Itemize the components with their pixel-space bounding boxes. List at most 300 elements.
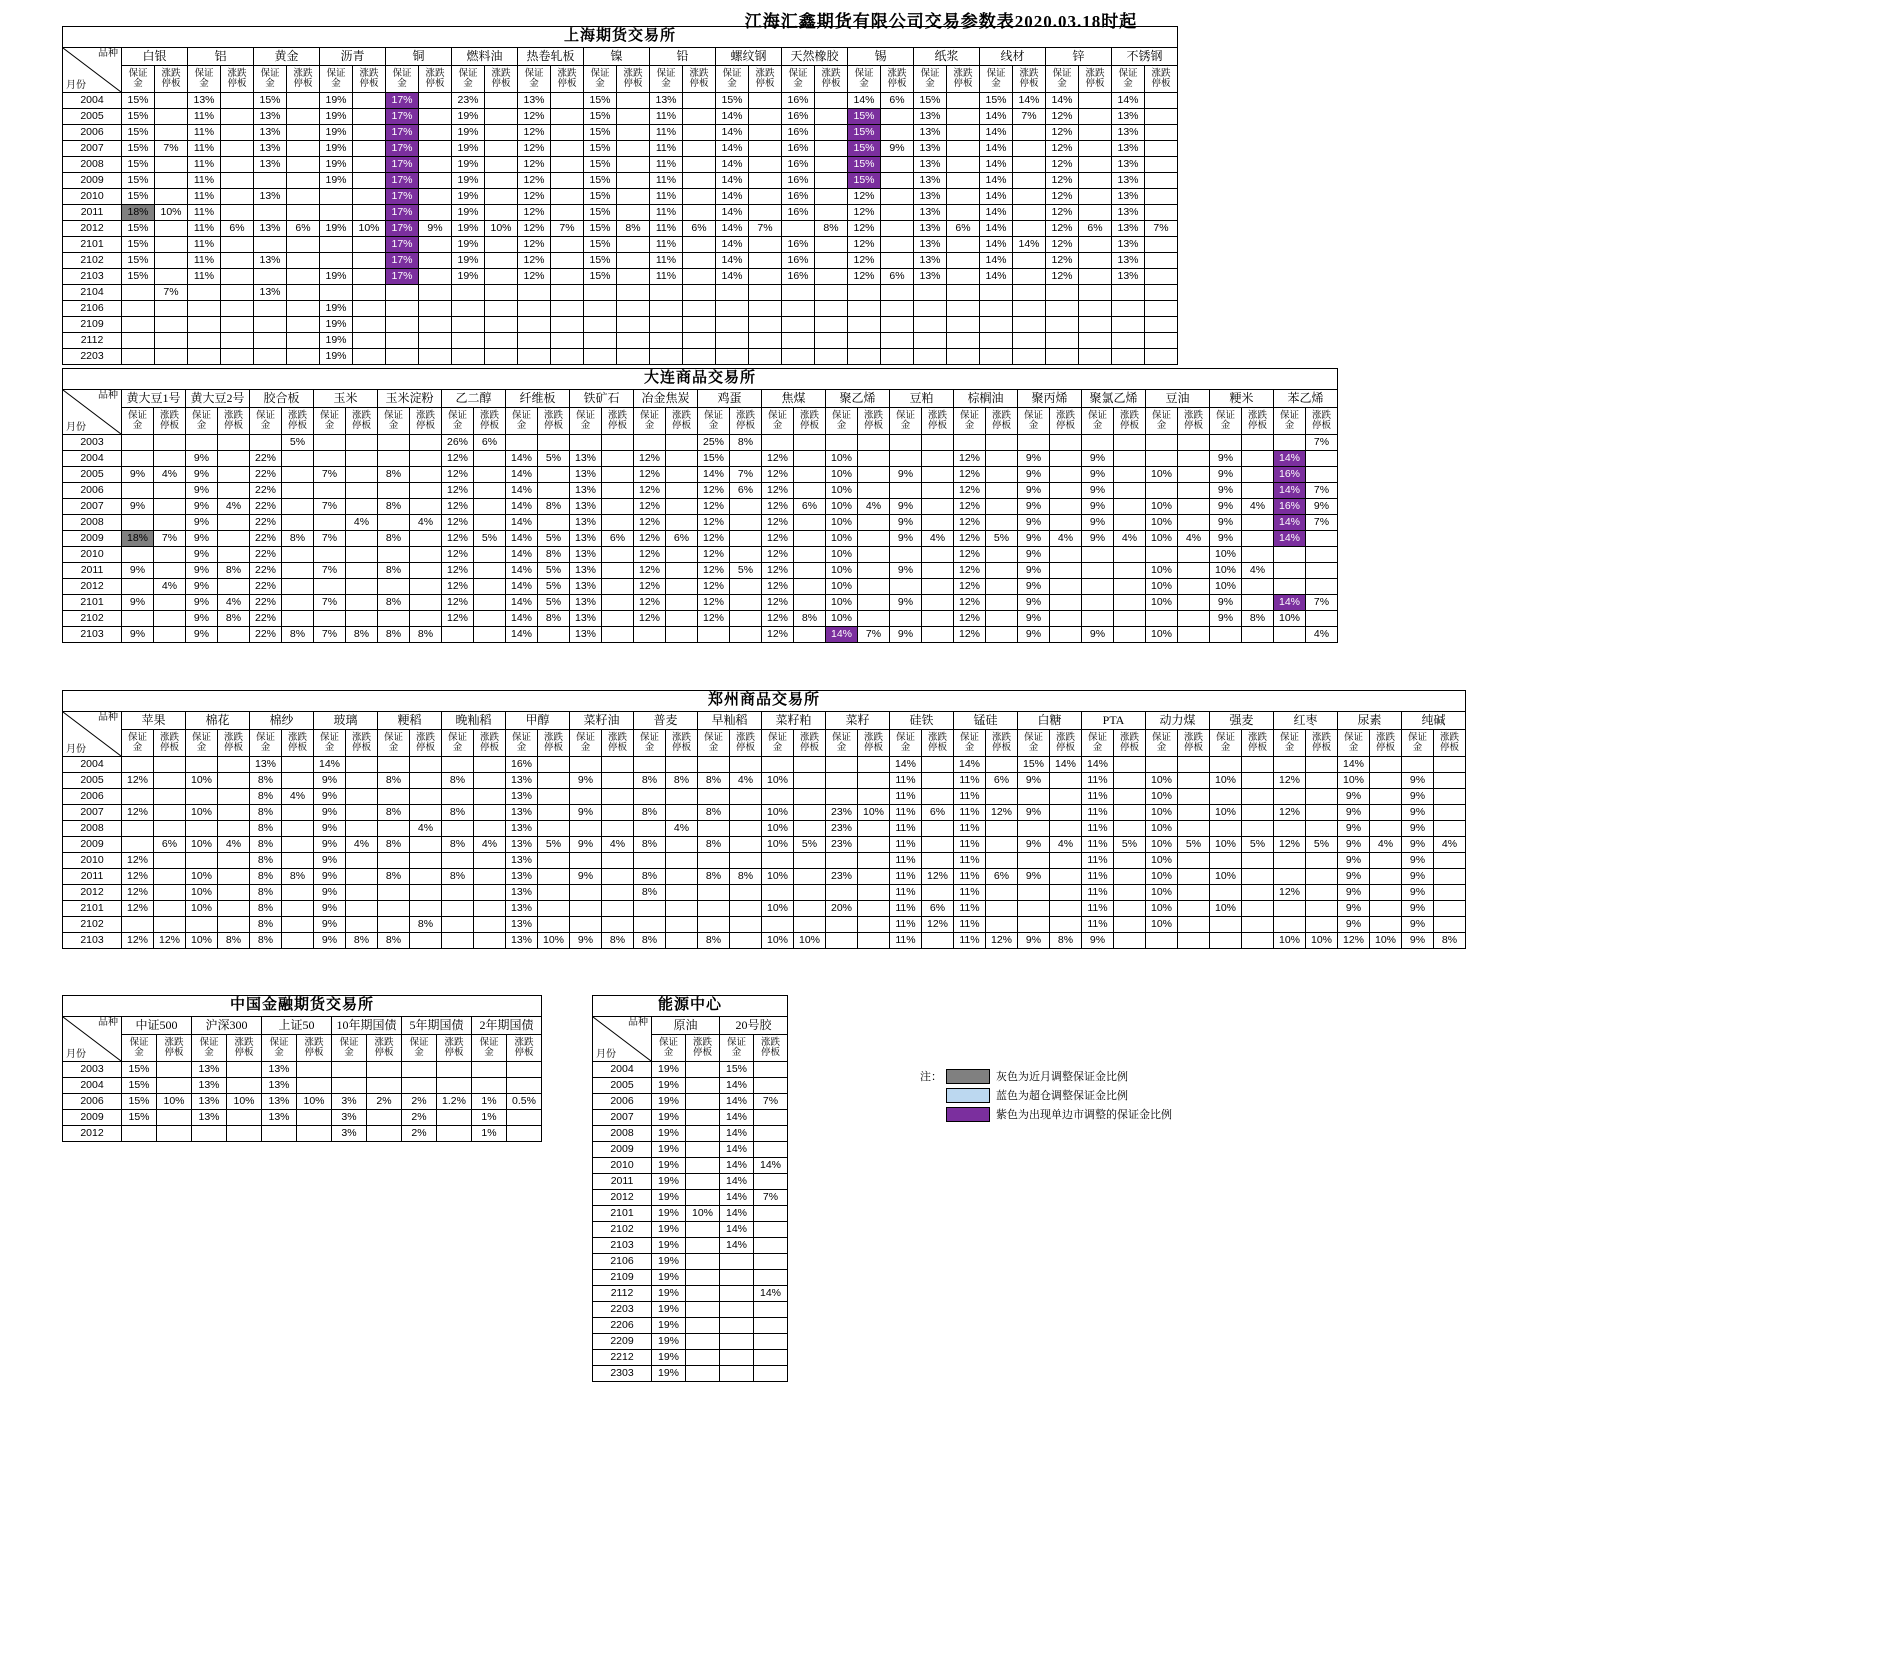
- value-cell: [1079, 253, 1112, 269]
- value-cell: [353, 317, 386, 333]
- value-cell: 11%: [188, 269, 221, 285]
- product-header: 苯乙烯: [1274, 390, 1338, 408]
- value-cell: 9%: [186, 483, 218, 499]
- value-cell: [720, 1270, 754, 1286]
- value-cell: [122, 837, 154, 853]
- value-cell: [1050, 627, 1082, 643]
- value-cell: 15%: [122, 269, 155, 285]
- value-cell: [730, 611, 762, 627]
- value-cell: [1434, 869, 1466, 885]
- value-cell: 19%: [452, 157, 485, 173]
- month-cell: 2103: [593, 1238, 652, 1254]
- margin-header: 保证 金: [762, 730, 794, 757]
- table-row: [63, 1126, 542, 1142]
- value-cell: [1114, 933, 1146, 949]
- value-cell: 8%: [410, 627, 442, 643]
- value-cell: [686, 1158, 720, 1174]
- month-cell: 2206: [593, 1318, 652, 1334]
- limit-header: 涨跌 停板: [794, 408, 826, 435]
- month-cell: 2103: [63, 627, 122, 643]
- value-cell: 14%: [980, 237, 1013, 253]
- value-cell: 19%: [320, 317, 353, 333]
- value-cell: [551, 189, 584, 205]
- product-header: 热卷轧板: [518, 48, 584, 66]
- value-cell: 10%: [1146, 627, 1178, 643]
- value-cell: [1079, 349, 1112, 365]
- margin-header: 保证 金: [192, 1035, 227, 1062]
- value-cell: 14%: [506, 595, 538, 611]
- value-cell: [686, 1334, 720, 1350]
- value-cell: 12%: [698, 483, 730, 499]
- value-cell: 11%: [650, 221, 683, 237]
- value-cell: 19%: [452, 109, 485, 125]
- value-cell: [221, 157, 254, 173]
- value-cell: [986, 627, 1018, 643]
- value-cell: 12%: [954, 483, 986, 499]
- value-cell: [602, 627, 634, 643]
- value-cell: [227, 1062, 262, 1078]
- value-cell: [442, 917, 474, 933]
- value-cell: [346, 757, 378, 773]
- margin-header: 保证 金: [634, 730, 666, 757]
- value-cell: [442, 933, 474, 949]
- value-cell: [122, 451, 154, 467]
- value-cell: [754, 1142, 788, 1158]
- value-cell: [922, 563, 954, 579]
- legend-text: 灰色为近月调整保证金比例: [996, 1071, 1128, 1083]
- value-cell: 12%: [518, 253, 551, 269]
- value-cell: [666, 869, 698, 885]
- value-cell: 14%: [980, 253, 1013, 269]
- value-cell: [221, 93, 254, 109]
- value-cell: [122, 349, 155, 365]
- value-cell: 9%: [1210, 595, 1242, 611]
- product-header: 尿素: [1338, 712, 1402, 730]
- value-cell: [378, 885, 410, 901]
- value-cell: [442, 757, 474, 773]
- value-cell: [1050, 595, 1082, 611]
- value-cell: [666, 901, 698, 917]
- value-cell: [157, 1078, 192, 1094]
- value-cell: [155, 317, 188, 333]
- value-cell: [947, 157, 980, 173]
- value-cell: [452, 285, 485, 301]
- value-cell: 10%: [1210, 547, 1242, 563]
- value-cell: [154, 563, 186, 579]
- table-row: [63, 205, 1178, 221]
- value-cell: 11%: [954, 837, 986, 853]
- value-cell: 14%: [1274, 515, 1306, 531]
- value-cell: [1050, 821, 1082, 837]
- value-cell: 15%: [122, 173, 155, 189]
- value-cell: 8%: [442, 805, 474, 821]
- value-cell: [154, 885, 186, 901]
- table-row: [63, 317, 1178, 333]
- value-cell: 19%: [320, 173, 353, 189]
- table-row: [63, 773, 1466, 789]
- value-cell: [551, 157, 584, 173]
- value-cell: 23%: [826, 805, 858, 821]
- value-cell: 12%: [634, 611, 666, 627]
- value-cell: [754, 1174, 788, 1190]
- value-cell: 9%: [1338, 805, 1370, 821]
- legend-text: 蓝色为超仓调整保证金比例: [996, 1090, 1128, 1102]
- value-cell: 10%: [794, 933, 826, 949]
- value-cell: [602, 821, 634, 837]
- value-cell: [218, 435, 250, 451]
- month-cell: 2004: [63, 1078, 122, 1094]
- value-cell: 12%: [122, 869, 154, 885]
- value-cell: 14%: [720, 1174, 754, 1190]
- value-cell: [947, 269, 980, 285]
- value-cell: [353, 301, 386, 317]
- value-cell: [617, 333, 650, 349]
- limit-header: 涨跌 停板: [922, 730, 954, 757]
- value-cell: [367, 1062, 402, 1078]
- value-cell: [922, 467, 954, 483]
- margin-header: 保证 金: [472, 1035, 507, 1062]
- value-cell: [1050, 467, 1082, 483]
- value-cell: [683, 333, 716, 349]
- margin-header: 保证 金: [698, 730, 730, 757]
- value-cell: 9%: [881, 141, 914, 157]
- value-cell: 16%: [782, 205, 815, 221]
- value-cell: 12%: [954, 499, 986, 515]
- value-cell: [754, 1302, 788, 1318]
- value-cell: [1178, 885, 1210, 901]
- value-cell: [218, 773, 250, 789]
- value-cell: [683, 189, 716, 205]
- value-cell: 12%: [634, 531, 666, 547]
- value-cell: 9%: [314, 821, 346, 837]
- table-row: [63, 109, 1178, 125]
- value-cell: [1242, 483, 1274, 499]
- value-cell: 7%: [314, 595, 346, 611]
- limit-header: 涨跌 停板: [686, 1035, 720, 1062]
- value-cell: [538, 917, 570, 933]
- value-cell: [1082, 435, 1114, 451]
- value-cell: [730, 515, 762, 531]
- product-header: 聚氯乙烯: [1082, 390, 1146, 408]
- limit-header: 涨跌 停板: [287, 66, 320, 93]
- value-cell: 13%: [506, 885, 538, 901]
- value-cell: 7%: [314, 531, 346, 547]
- value-cell: 12%: [954, 515, 986, 531]
- value-cell: [749, 349, 782, 365]
- limit-header: 涨跌 停板: [1370, 730, 1402, 757]
- value-cell: 12%: [1046, 253, 1079, 269]
- value-cell: [551, 125, 584, 141]
- value-cell: 12%: [1274, 773, 1306, 789]
- value-cell: 13%: [1112, 221, 1145, 237]
- value-cell: 11%: [650, 205, 683, 221]
- value-cell: [1434, 773, 1466, 789]
- value-cell: 14%: [716, 157, 749, 173]
- value-cell: 17%: [386, 173, 419, 189]
- value-cell: [538, 789, 570, 805]
- value-cell: [1145, 285, 1178, 301]
- table-row: [593, 1190, 788, 1206]
- value-cell: [602, 563, 634, 579]
- value-cell: 11%: [954, 933, 986, 949]
- value-cell: [287, 317, 320, 333]
- table-row: [63, 451, 1338, 467]
- value-cell: 13%: [914, 173, 947, 189]
- month-cell: 2003: [63, 1062, 122, 1078]
- value-cell: 12%: [762, 547, 794, 563]
- value-cell: [1145, 141, 1178, 157]
- value-cell: [730, 627, 762, 643]
- value-cell: [794, 515, 826, 531]
- value-cell: [485, 285, 518, 301]
- table-row: [63, 933, 1466, 949]
- value-cell: [1210, 917, 1242, 933]
- value-cell: 12%: [1046, 221, 1079, 237]
- value-cell: 8%: [250, 773, 282, 789]
- product-header: 粳米: [1210, 390, 1274, 408]
- month-cell: 2009: [63, 837, 122, 853]
- value-cell: 8%: [250, 869, 282, 885]
- value-cell: [188, 317, 221, 333]
- value-cell: 14%: [716, 189, 749, 205]
- month-cell: 2106: [593, 1254, 652, 1270]
- value-cell: 8%: [250, 901, 282, 917]
- product-header: 铁矿石: [570, 390, 634, 408]
- value-cell: [154, 499, 186, 515]
- value-cell: 19%: [652, 1334, 686, 1350]
- value-cell: [1274, 563, 1306, 579]
- value-cell: [221, 189, 254, 205]
- value-cell: [154, 483, 186, 499]
- value-cell: 11%: [890, 821, 922, 837]
- value-cell: [666, 757, 698, 773]
- value-cell: 7%: [1306, 595, 1338, 611]
- value-cell: 12%: [762, 611, 794, 627]
- value-cell: 10%: [762, 869, 794, 885]
- value-cell: [686, 1302, 720, 1318]
- value-cell: [815, 253, 848, 269]
- value-cell: 9%: [122, 595, 154, 611]
- value-cell: [410, 595, 442, 611]
- value-cell: 13%: [570, 611, 602, 627]
- value-cell: [155, 301, 188, 317]
- value-cell: 6%: [683, 221, 716, 237]
- value-cell: [794, 595, 826, 611]
- value-cell: [442, 885, 474, 901]
- value-cell: [1434, 805, 1466, 821]
- limit-header: 涨跌 停板: [1050, 730, 1082, 757]
- value-cell: [1079, 157, 1112, 173]
- value-cell: [1242, 901, 1274, 917]
- value-cell: [122, 789, 154, 805]
- value-cell: [730, 885, 762, 901]
- value-cell: [1082, 611, 1114, 627]
- value-cell: [1178, 627, 1210, 643]
- value-cell: 11%: [890, 853, 922, 869]
- value-cell: [386, 301, 419, 317]
- value-cell: [1050, 451, 1082, 467]
- value-cell: [666, 805, 698, 821]
- value-cell: 9%: [1082, 933, 1114, 949]
- value-cell: 8%: [698, 805, 730, 821]
- table-row: [63, 579, 1338, 595]
- value-cell: 12%: [848, 253, 881, 269]
- value-cell: [367, 1126, 402, 1142]
- value-cell: [720, 1254, 754, 1270]
- value-cell: [730, 789, 762, 805]
- value-cell: 12%: [954, 563, 986, 579]
- value-cell: [1178, 757, 1210, 773]
- value-cell: [815, 349, 848, 365]
- value-cell: 14%: [506, 483, 538, 499]
- value-cell: [1178, 547, 1210, 563]
- value-cell: [221, 333, 254, 349]
- value-cell: [947, 109, 980, 125]
- value-cell: [157, 1110, 192, 1126]
- value-cell: [186, 821, 218, 837]
- value-cell: [472, 1062, 507, 1078]
- value-cell: [686, 1286, 720, 1302]
- value-cell: [698, 917, 730, 933]
- product-header: 不锈钢: [1112, 48, 1178, 66]
- value-cell: 9%: [1210, 515, 1242, 531]
- value-cell: 4%: [1050, 531, 1082, 547]
- value-cell: [551, 109, 584, 125]
- value-cell: [320, 237, 353, 253]
- margin-header: 保证 金: [122, 1035, 157, 1062]
- value-cell: [353, 141, 386, 157]
- table-row: [593, 1254, 788, 1270]
- value-cell: 13%: [1112, 109, 1145, 125]
- value-cell: 7%: [1306, 435, 1338, 451]
- value-cell: 8%: [1050, 933, 1082, 949]
- value-cell: [188, 349, 221, 365]
- value-cell: [518, 333, 551, 349]
- value-cell: [1112, 301, 1145, 317]
- value-cell: [485, 349, 518, 365]
- value-cell: [378, 515, 410, 531]
- value-cell: [1434, 885, 1466, 901]
- value-cell: [730, 451, 762, 467]
- value-cell: 9%: [1018, 595, 1050, 611]
- value-cell: [1306, 531, 1338, 547]
- value-cell: 14%: [826, 627, 858, 643]
- value-cell: [815, 237, 848, 253]
- value-cell: [1306, 917, 1338, 933]
- value-cell: [1306, 563, 1338, 579]
- value-cell: [602, 805, 634, 821]
- value-cell: 8%: [378, 595, 410, 611]
- value-cell: [297, 1126, 332, 1142]
- value-cell: [122, 611, 154, 627]
- margin-header: 保证 金: [848, 66, 881, 93]
- value-cell: 19%: [452, 205, 485, 221]
- value-cell: [947, 253, 980, 269]
- value-cell: 9%: [1018, 933, 1050, 949]
- params-table: [62, 995, 542, 1142]
- value-cell: [538, 901, 570, 917]
- value-cell: 8%: [346, 933, 378, 949]
- limit-header: 涨跌 停板: [947, 66, 980, 93]
- value-cell: [1079, 237, 1112, 253]
- value-cell: 8%: [634, 869, 666, 885]
- value-cell: [1306, 757, 1338, 773]
- value-cell: [570, 789, 602, 805]
- value-cell: 2%: [402, 1126, 437, 1142]
- value-cell: 10%: [1146, 805, 1178, 821]
- value-cell: 10%: [186, 869, 218, 885]
- value-cell: [346, 579, 378, 595]
- value-cell: [749, 173, 782, 189]
- value-cell: [282, 933, 314, 949]
- value-cell: [1079, 125, 1112, 141]
- value-cell: 11%: [954, 885, 986, 901]
- month-cell: 2203: [593, 1302, 652, 1318]
- value-cell: [218, 579, 250, 595]
- value-cell: 10%: [155, 205, 188, 221]
- value-cell: 8%: [698, 933, 730, 949]
- value-cell: 9%: [1018, 837, 1050, 853]
- value-cell: 15%: [1018, 757, 1050, 773]
- value-cell: 13%: [506, 821, 538, 837]
- limit-header: 涨跌 停板: [1050, 408, 1082, 435]
- value-cell: 10%: [762, 933, 794, 949]
- value-cell: [782, 221, 815, 237]
- value-cell: 13%: [1112, 125, 1145, 141]
- value-cell: 13%: [262, 1094, 297, 1110]
- value-cell: 11%: [890, 885, 922, 901]
- value-cell: [353, 253, 386, 269]
- value-cell: 11%: [1082, 837, 1114, 853]
- value-cell: [378, 789, 410, 805]
- value-cell: 4%: [858, 499, 890, 515]
- value-cell: 14%: [720, 1206, 754, 1222]
- value-cell: [287, 93, 320, 109]
- value-cell: [720, 1302, 754, 1318]
- value-cell: [122, 757, 154, 773]
- month-cell: 2212: [593, 1350, 652, 1366]
- value-cell: 19%: [452, 189, 485, 205]
- month-cell: 2102: [63, 611, 122, 627]
- value-cell: [698, 757, 730, 773]
- value-cell: 10%: [538, 933, 570, 949]
- value-cell: [602, 515, 634, 531]
- value-cell: 11%: [650, 125, 683, 141]
- value-cell: 11%: [1082, 869, 1114, 885]
- value-cell: [1050, 579, 1082, 595]
- value-cell: [794, 901, 826, 917]
- product-header: 白糖: [1018, 712, 1082, 730]
- value-cell: 8%: [815, 221, 848, 237]
- value-cell: 11%: [890, 789, 922, 805]
- value-cell: [683, 269, 716, 285]
- month-cell: 2011: [63, 205, 122, 221]
- value-cell: 10%: [1306, 933, 1338, 949]
- limit-header: 涨跌 停板: [1306, 408, 1338, 435]
- value-cell: 14%: [506, 579, 538, 595]
- legend-item: [946, 1087, 1172, 1103]
- value-cell: [378, 579, 410, 595]
- value-cell: [881, 173, 914, 189]
- margin-header: 保证 金: [378, 730, 410, 757]
- value-cell: [1082, 547, 1114, 563]
- value-cell: 12%: [848, 269, 881, 285]
- value-cell: [410, 579, 442, 595]
- value-cell: 14%: [720, 1094, 754, 1110]
- table-row: [593, 1366, 788, 1382]
- value-cell: [1306, 611, 1338, 627]
- value-cell: [570, 917, 602, 933]
